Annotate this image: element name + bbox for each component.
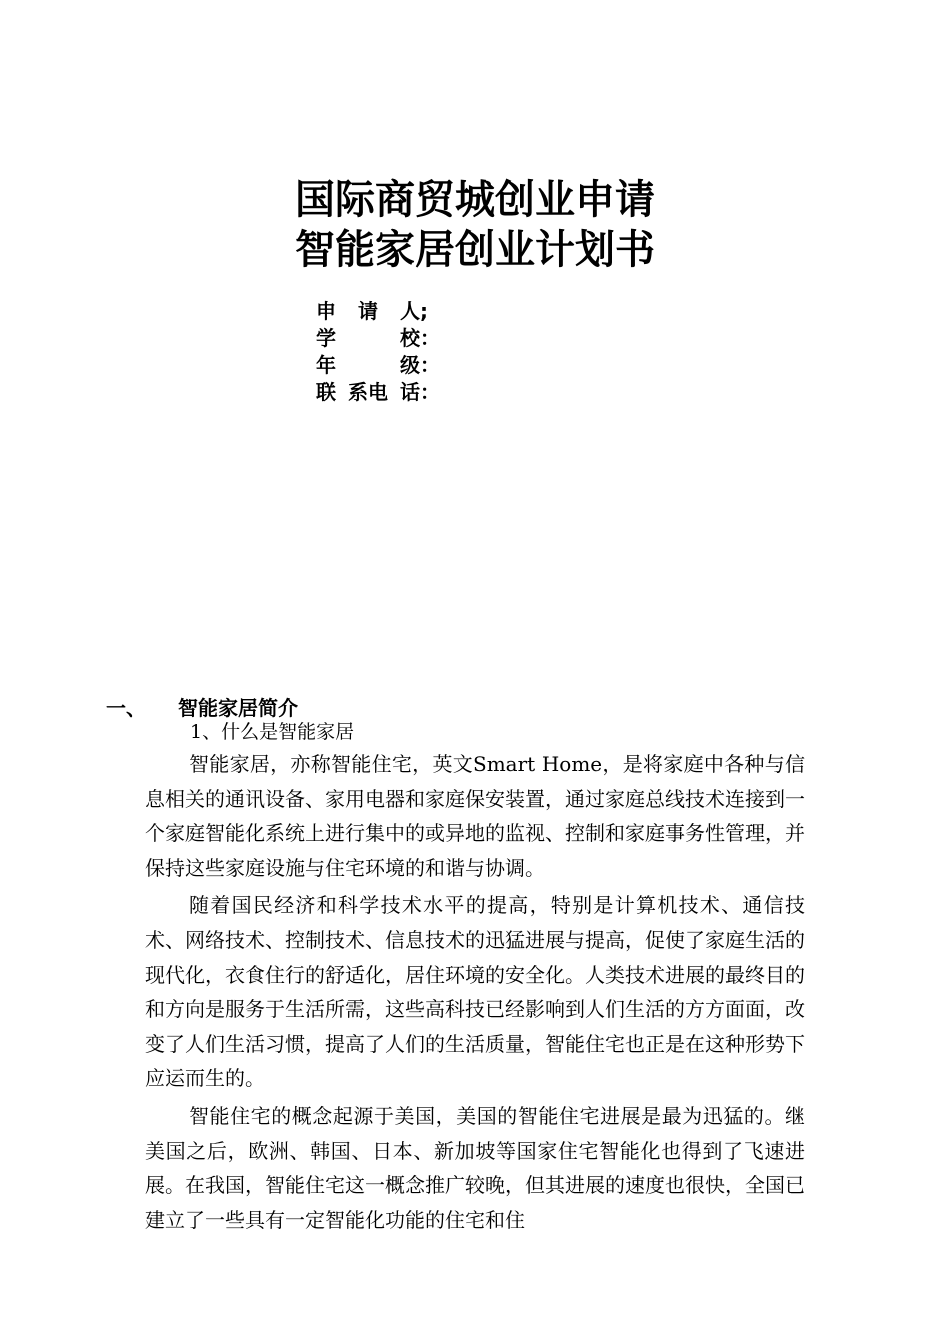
info-row-applicant: [316, 298, 434, 325]
info-label-school: [316, 325, 420, 352]
paragraph: 智能家居，亦称智能住宅，英文Smart Home，是将家庭中各种与信息相关的通讯设备、家用电器和家庭保安装置，通过家庭总线技术连接到一个家庭智能化系统上进行集中的或异地的监视、控制和家庭事务性管理，并保持这些家庭设施与住宅环境的和谐与协调。: [145, 752, 805, 880]
document-title-line-2: 智能家居创业计划书: [295, 227, 655, 273]
label-char: 级: [400, 353, 420, 377]
section-title: 智能家居简介: [178, 696, 298, 720]
info-row-grade: [316, 352, 440, 379]
section-number: 一、: [106, 696, 146, 720]
info-separator: ;: [420, 299, 428, 323]
info-separator: ：: [420, 353, 440, 377]
label-char: 年: [316, 353, 336, 377]
label-char: 学: [316, 326, 336, 350]
paragraph: 智能住宅的概念起源于美国，美国的智能住宅进展是最为迅猛的。继美国之后，欧洲、韩国、日本、新加坡等国家住宅智能化也得到了飞速进展。在我国，智能住宅这一概念推广较晚，但其进展的速度也很快，全国已建立了一些具有一定智能化功能的住宅和住: [145, 1103, 805, 1232]
label-char: 申: [316, 299, 336, 323]
document-title-line-1: 国际商贸城创业申请: [295, 177, 655, 223]
label-char: 联: [316, 380, 336, 404]
label-char: 请: [358, 299, 378, 323]
info-separator: ：: [420, 380, 440, 404]
label-char: 系电: [348, 380, 388, 404]
info-row-school: [316, 325, 440, 352]
info-label-applicant: [316, 298, 420, 325]
body-text: [145, 747, 805, 1240]
applicant-info-block: [316, 298, 440, 406]
label-char: 人: [400, 299, 420, 323]
info-label-phone: [316, 379, 420, 406]
info-separator: ：: [420, 326, 440, 350]
label-char: 话: [400, 380, 420, 404]
info-row-phone: [316, 379, 440, 406]
label-char: 校: [400, 326, 420, 350]
paragraph: 随着国民经济和科学技术水平的提高，特别是计算机技术、通信技术、网络技术、控制技术、信息技术的迅猛进展与提高，促使了家庭生活的现代化，衣食住行的舒适化，居住环境的安全化。人类技术进展的最终目的和方向是服务于生活所需，这些高科技已经影响到人们生活的方方面面，改变了人们生活习惯，提高了人们的生活质量，智能住宅也正是在这种形势下应运而生的。: [145, 893, 805, 1091]
subheading: 1、什么是智能家居: [190, 721, 355, 743]
info-label-grade: [316, 352, 420, 379]
